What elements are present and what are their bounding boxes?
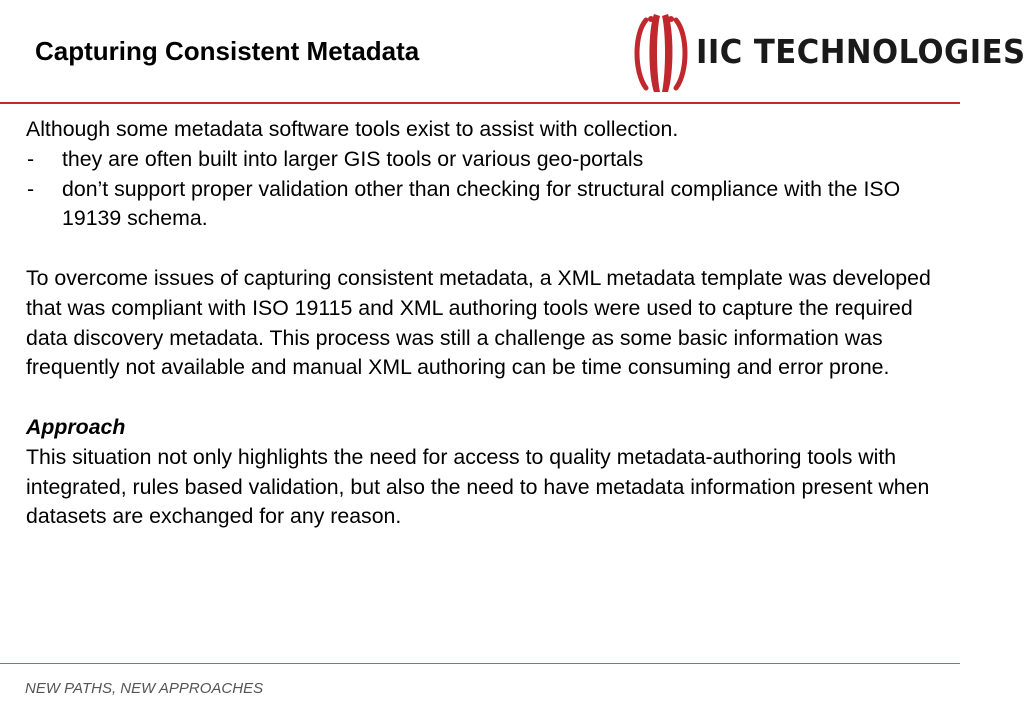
body-paragraph: To overcome issues of capturing consistent metadata, a XML metadata template was developed that was compliant with ISO 19115 and XML authoring tools were used to capture the required data discovery metadata. This process was still a challenge as some basic information was frequently not available and manual XML authoring can be time consuming and error prone.: [26, 265, 931, 380]
footer-tagline: NEW PATHS, NEW APPROACHES: [25, 680, 264, 697]
section-heading: Approach: [26, 414, 126, 439]
slide-title: Capturing Consistent Metadata: [35, 36, 420, 66]
spacer: [26, 383, 936, 413]
logo-wordmark: IIC TECHNOLOGIES: [696, 32, 1026, 71]
spacer: [26, 234, 936, 264]
bullet-item: [26, 145, 936, 175]
company-logo: [632, 10, 1026, 96]
bullet-item: [26, 175, 936, 235]
footer-divider: [0, 663, 960, 664]
flame-logo-icon: [632, 10, 690, 96]
intro-text: Although some metadata software tools exist to assist with collection.: [26, 117, 679, 141]
section-text: This situation not only highlights the need for access to quality metadata-authoring tools with integrated, rules based validation, but also the need to have metadata information present when datasets are exchanged for any reason.: [26, 444, 930, 529]
header-divider: [0, 102, 960, 104]
bullet-text: don’t support proper validation other than checking for structural compliance with the ISO 19139 schema.: [62, 176, 901, 231]
slide-body: [26, 115, 936, 532]
bullet-text: they are often built into larger GIS tools or various geo-portals: [62, 146, 644, 171]
bullet-marker: -: [27, 176, 35, 201]
bullet-marker: -: [27, 146, 35, 171]
